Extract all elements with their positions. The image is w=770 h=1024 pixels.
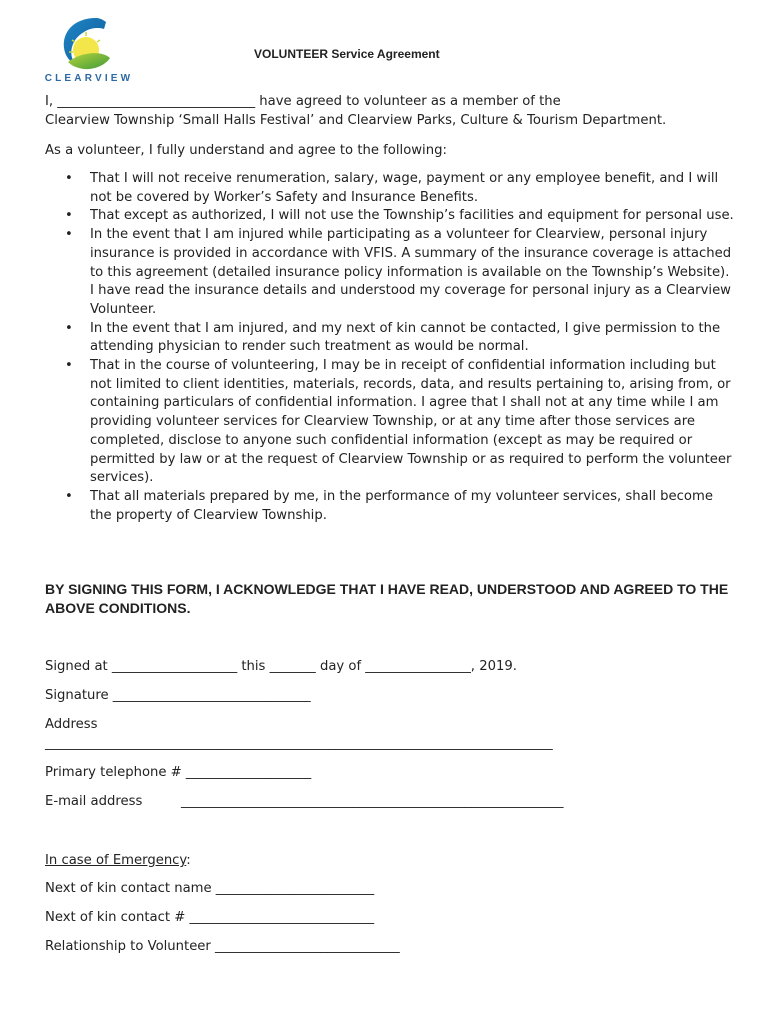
condition-item (45, 170, 735, 207)
condition-item (45, 320, 735, 357)
address-label: Address (45, 717, 98, 732)
condition-item (45, 207, 735, 226)
telephone-field[interactable]: Primary telephone # ___________________ (45, 765, 312, 780)
kin-number-field[interactable]: Next of kin contact # ____________________________ (45, 910, 375, 925)
condition-item (45, 488, 735, 525)
document-title: VOLUNTEER Service Agreement (254, 47, 440, 61)
emergency-heading (45, 851, 191, 870)
kin-name-field[interactable]: Next of kin contact name ________________________ (45, 881, 375, 896)
bullet-icon: • (65, 358, 73, 374)
condition-text: That except as authorized, I will not use the Township’s facilities and equipment for personal use. (90, 208, 734, 224)
condition-text: In the event that I am injured, and my next of kin cannot be contacted, I give permission to the attending physician to render such treatment as would be normal. (90, 320, 721, 355)
condition-text: That I will not receive renumeration, salary, wage, payment or any employee benefit, and I will not be covered by Worker’s Safety and Insurance Benefits. (90, 171, 719, 205)
conditions-lead: As a volunteer, I fully understand and agree to the following: (45, 143, 447, 158)
condition-item (45, 357, 735, 488)
intro-paragraph (45, 92, 735, 130)
relationship-field[interactable]: Relationship to Volunteer ____________________________ (45, 939, 400, 954)
email-label: E-mail address (45, 794, 143, 809)
intro-line-1: I, ______________________________ have agreed to volunteer as a member of the (45, 94, 561, 109)
bullet-icon: • (65, 171, 73, 186)
bullet-icon: • (65, 208, 73, 224)
condition-text: That in the course of volunteering, I may be in receipt of confidential information including but not limited to client identities, materials, records, data, and results pertaining to, arising from, or containing particulars of confidential information. I agree that I shall not at any time while I am providing volunteer services for Clearview Township, or at any time after those services are completed, disclose to anyone such confidential information (except as may be required or permitted by law or at the request of Clearview Township or as required to perform the volunteer services). (90, 358, 732, 486)
bullet-icon: • (65, 227, 73, 243)
condition-item (45, 226, 735, 320)
logo-wordmark: CLEARVIEW (44, 73, 134, 84)
acknowledgement-statement: BY SIGNING THIS FORM, I ACKNOWLEDGE THAT I HAVE READ, UNDERSTOOD AND AGREED TO THE ABOVE CONDITIONS. (45, 581, 729, 616)
signed-at-field[interactable]: Signed at ___________________ this _______ day of ________________, 2019. (45, 659, 517, 674)
emergency-heading-colon: : (186, 853, 191, 868)
condition-text: That all materials prepared by me, in the performance of my volunteer services, shall become the property of Clearview Township. (90, 488, 713, 523)
email-field[interactable]: __________________________________________________________ (181, 794, 564, 809)
emergency-heading-text: In case of Emergency (45, 853, 187, 868)
conditions-list (45, 170, 735, 525)
address-field[interactable]: _____________________________________________________________________________ (45, 736, 553, 751)
bullet-icon: • (65, 320, 73, 336)
signature-field[interactable]: Signature ______________________________ (45, 688, 311, 703)
intro-line-2: Clearview Township ‘Small Halls Festival’ and Clearview Parks, Culture & Tourism Department. (45, 113, 667, 128)
bullet-icon: • (65, 488, 73, 504)
condition-text: In the event that I am injured while participating as a volunteer for Clearview, personal injury insurance is provided in accordance with VFIS. A summary of the insurance coverage is attached to this agreement (detailed insurance policy information is available on the Township’s Website). I have read the insurance details and understood my coverage for personal injury as a Clearview Volunteer. (90, 227, 732, 317)
